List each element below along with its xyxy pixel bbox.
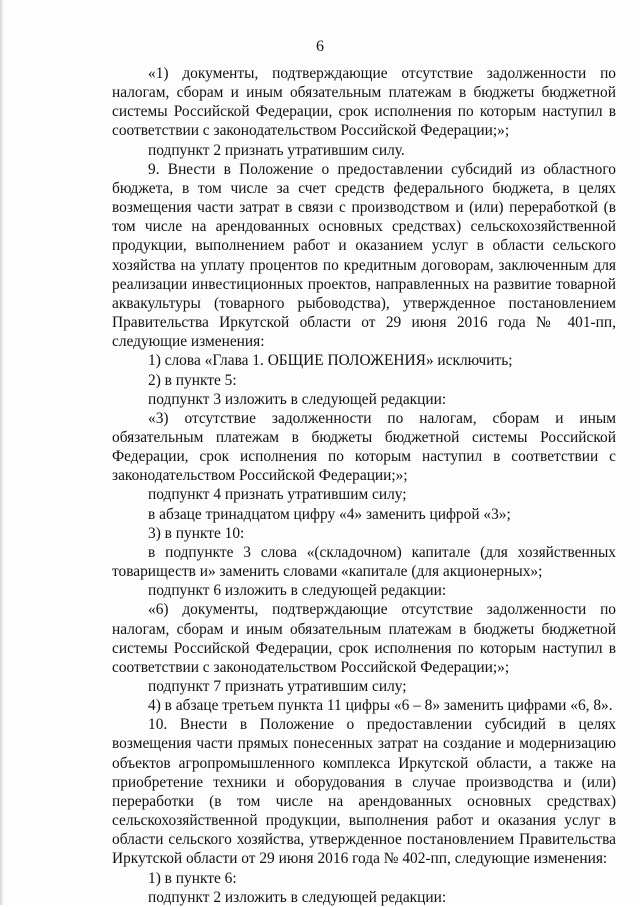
paragraph: подпункт 6 изложить в следующей редакции: [148, 582, 447, 600]
paragraph: «3) отсутствие задолженности по налогам, сборам и иным обязательным платежам в бюджеты бюджетной системы Российской Федерации, срок исполнения по которым наступил в соответствии с законодательством Российской Федерации;»; [112, 409, 616, 485]
paragraph: подпункт 3 изложить в следующей редакции: [148, 390, 447, 408]
paragraph: 2) в пункте 5: [148, 371, 237, 389]
document-body [112, 64, 616, 907]
paragraph: в абзаце тринадцатом цифру «4» заменить цифрой «3»; [148, 505, 511, 523]
page-number: 6 [316, 38, 324, 55]
paragraph: 1) слова «Глава 1. ОБЩИЕ ПОЛОЖЕНИЯ» исключить; [148, 352, 513, 370]
paragraph: в подпункте 3 слова «(складочном) капитале (для хозяйственных товариществ и» заменить словами «капитале (для акционерных»; [112, 543, 616, 581]
paragraph: 1) в пункте 6: [148, 869, 237, 887]
paragraph: 9. Внести в Положение о предоставлении субсидий из областного бюджета, в том числе за счет средств федерального бюджета, в целях возмещения части затрат в связи с производством и (или) переработкой (в том числе на арендованных основных средствах) сельскохозяйственной продукции, выполнением работ и оказанием услуг в области сельского хозяйства на уплату процентов по кредитным договорам, заключенным для реализации инвестиционных проектов, направленных на развитие товарной аквакультуры (товарного рыбоводства), утвержденное постановлением Правительства Иркутской области от 29 июня 2016 года № 401-пп, следующие изменения: [112, 160, 616, 351]
paragraph: «6) документы, подтверждающие отсутствие задолженности по налогам, сборам и иным обязательным платежам в бюджеты бюджетной системы Российской Федерации, срок исполнения по которым наступил в соответствии с законодательством Российской Федерации;»; [112, 601, 616, 676]
paragraph: подпункт 7 признать утратившим силу; [148, 678, 407, 695]
paragraph: «1) документы, подтверждающие отсутствие задолженности по налогам, сборам и иным обязательным платежам в бюджеты бюджетной системы Российской Федерации, срок исполнения по которым наступил в соответствии с законодательством Российской Федерации;»; [112, 65, 616, 140]
paragraph: 3) в пункте 10: [148, 524, 245, 542]
page-edge-shadow [0, 0, 4, 905]
paragraph: подпункт 2 изложить в следующей редакции: [148, 888, 447, 906]
paragraph: 4) в абзаце третьем пункта 11 цифры «6 – 8» заменить цифрами «6, 8». [148, 697, 613, 715]
paragraph: подпункт 4 признать утратившим силу; [148, 486, 407, 504]
paragraph: 10. Внести в Положение о предоставлении субсидий в целях возмещения части прямых понесенных затрат на создание и модернизацию объектов агропромышленного комплекса Иркутской области, а также на приобретение техники и оборудования в случае производства и (или) переработки (в том числе на арендованных основных средствах) сельскохозяйственной продукции, выполнения работ и оказания услуг в области сельского хозяйства, утвержденное постановлением Правительства Иркутской области от 29 июня 2016 года № 402-пп, следующие изменения: [112, 716, 616, 868]
paragraph: подпункт 2 признать утратившим силу. [148, 141, 405, 159]
